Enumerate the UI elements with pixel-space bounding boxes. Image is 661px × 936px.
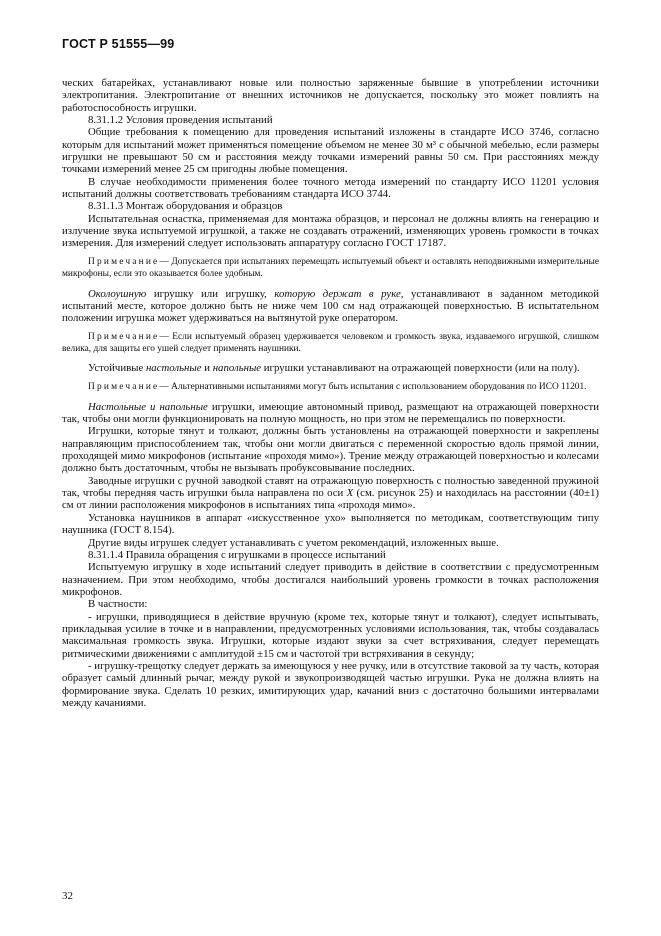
standard-header: ГОСТ Р 51555—99 bbox=[62, 37, 175, 51]
list-item: - игрушки, приводящиеся в действие вручную (кроме тех, которые тянут и толкают), следует испытывать, прикладывая усилие в точке и в направлении, предусмотренных условиями использования, так, чтобы создавалась максимальная громкость звука. Игрушки, которые издают звуки за счет встряхивания, следует перемещать ритмическими движениями с амплитудой ±15 см и частотой три встряхивания в секунду; bbox=[62, 610, 599, 660]
emphasis: напольные bbox=[212, 362, 262, 375]
list-item: - игрушку-трещотку следует держать за имеющуюся у нее ручку, или в отсутствие таковой за ту часть, которая образует самый длинный рычаг, между рукой и звукопроизводящей частью игрушки. Рука не должна влиять на формирование звука. Сделать 10 резких, имитирующих удар, качаний вниз с достаточно большими интервалами между качаниями. bbox=[62, 659, 599, 709]
emphasis: которую держат в руке, bbox=[274, 287, 404, 300]
section-heading: 8.31.1.2 Условия проведения испытаний bbox=[88, 114, 273, 127]
paragraph: Испытуемую игрушку в ходе испытаний следует приводить в действие в соответствии с предусмотренным назначением. При этом необходимо, чтобы достигался наибольший уровень громкости в точках расположения микрофонов. bbox=[62, 561, 599, 598]
text: и bbox=[201, 362, 213, 375]
paragraph: Установка наушников в аппарат «искусственное ухо» выполняется по методикам, соответствующим типу наушника (ГОСТ 8.154). bbox=[62, 511, 599, 537]
paragraph: В частности: bbox=[88, 598, 148, 611]
body-text bbox=[62, 77, 599, 709]
text: Заводные игрушки с ручной заводкой ставят на отражающую поверхность с полностью заведенной пружиной так, чтобы передняя часть игрушки была направлена по оси bbox=[62, 474, 599, 500]
section-heading: 8.31.1.4 Правила обращения с игрушками в процессе испытаний bbox=[88, 548, 386, 561]
text: игрушки, имеющие автономный привод, размещают на отражающей поверхности так, чтобы они могли функционировать на полную мощность, но при этом не перемещались по поверхности. bbox=[62, 400, 599, 426]
note-text: — Допускается при испытаниях перемещать испытуемый объект и оставлять неподвижными измерительные микрофоны, если это оказывается более удобным. bbox=[62, 256, 599, 279]
paragraph bbox=[62, 401, 599, 426]
emphasis: Настольные и напольные bbox=[88, 400, 208, 413]
paragraph: В случае необходимости применения более точного метода измерений по стандарту ИСО 11201 условия испытаний должны соответствовать требованиям стандарта ИСО 3744. bbox=[62, 175, 599, 201]
note-text: — Альтернативными испытаниями могут быть испытания с использованием оборудования по ИСО 11201. bbox=[159, 381, 587, 392]
note-label: Примечание bbox=[88, 256, 160, 267]
note-text: — Если испытуемый образец удерживается человеком и громкость звука, издаваемого игрушкой, слишком велика, для защиты его ушей следует применять наушники. bbox=[62, 331, 599, 354]
emphasis: Околоушную bbox=[88, 287, 147, 300]
note bbox=[62, 257, 599, 281]
page-number: 32 bbox=[62, 890, 73, 902]
text: устанавливают в заданном методикой испытаний месте, которое должно быть не ниже чем 100 см над отражающей поверхностью. В испытательном положении игрушка может удерживаться на вытянутой руке оператором. bbox=[62, 287, 599, 325]
paragraph: ческих батарейках, устанавливают новые или полностью заряженные бывшие в употреблении источники электропитания. Электропитание от внешних источников не допускается, поскольку это может повлиять на работоспособность игрушки. bbox=[62, 77, 599, 114]
paragraph bbox=[62, 362, 599, 374]
note bbox=[62, 382, 599, 394]
paragraph: Другие виды игрушек следует устанавливать с учетом рекомендаций, изложенных выше. bbox=[88, 536, 499, 549]
text: игрушку или игрушку, bbox=[146, 287, 275, 300]
axis-x: X bbox=[346, 487, 354, 500]
paragraph: Игрушки, которые тянут и толкают, должны быть установлены на отражающей поверхности и закреплены направляющим приспособлением так, чтобы они могли двигаться с переменной скоростью вдоль прямой линии, проходящей мимо микрофонов (испытание «проходя мимо»). Трение между отражающей поверхностью и колесами должно быть достаточным, чтобы не вызывать пробуксовывание последних. bbox=[62, 425, 599, 475]
text: Устойчивые bbox=[88, 362, 146, 375]
text: (см. рисунок 25) и находилась на расстоянии (40±1) см от линии расположения микрофонов в испытаниях типа «проходя мимо». bbox=[62, 487, 599, 512]
paragraph bbox=[62, 288, 599, 325]
section-heading: 8.31.1.3 Монтаж оборудования и образцов bbox=[88, 200, 283, 213]
emphasis: настольные bbox=[145, 362, 202, 375]
paragraph bbox=[62, 475, 599, 512]
paragraph: Общие требования к помещению для проведения испытаний изложены в стандарте ИСО 3746, согласно которым для испытаний может применяться помещение объемом не менее 30 м³ с обычной мебелью, если размеры игрушки не превышают 50 см и расстояния между точками измерений равны 50 см. При расстояниях между точками измерений менее 25 см пригодны любые помещения. bbox=[62, 126, 599, 176]
note bbox=[62, 332, 599, 356]
note-label: Примечание bbox=[88, 331, 160, 342]
text: игрушки устанавливают на отражающей поверхности (или на полу). bbox=[261, 362, 580, 375]
paragraph: Испытательная оснастка, применяемая для монтажа образцов, и персонал не должны влиять на генерацию и излучение звука испытуемой игрушкой, а также не создавать отражений, изменяющих уровень громкости в точках измерения. Для измерений следует использовать аппаратуру согласно ГОСТ 17187. bbox=[62, 212, 599, 250]
note-label: Примечание bbox=[88, 381, 160, 392]
